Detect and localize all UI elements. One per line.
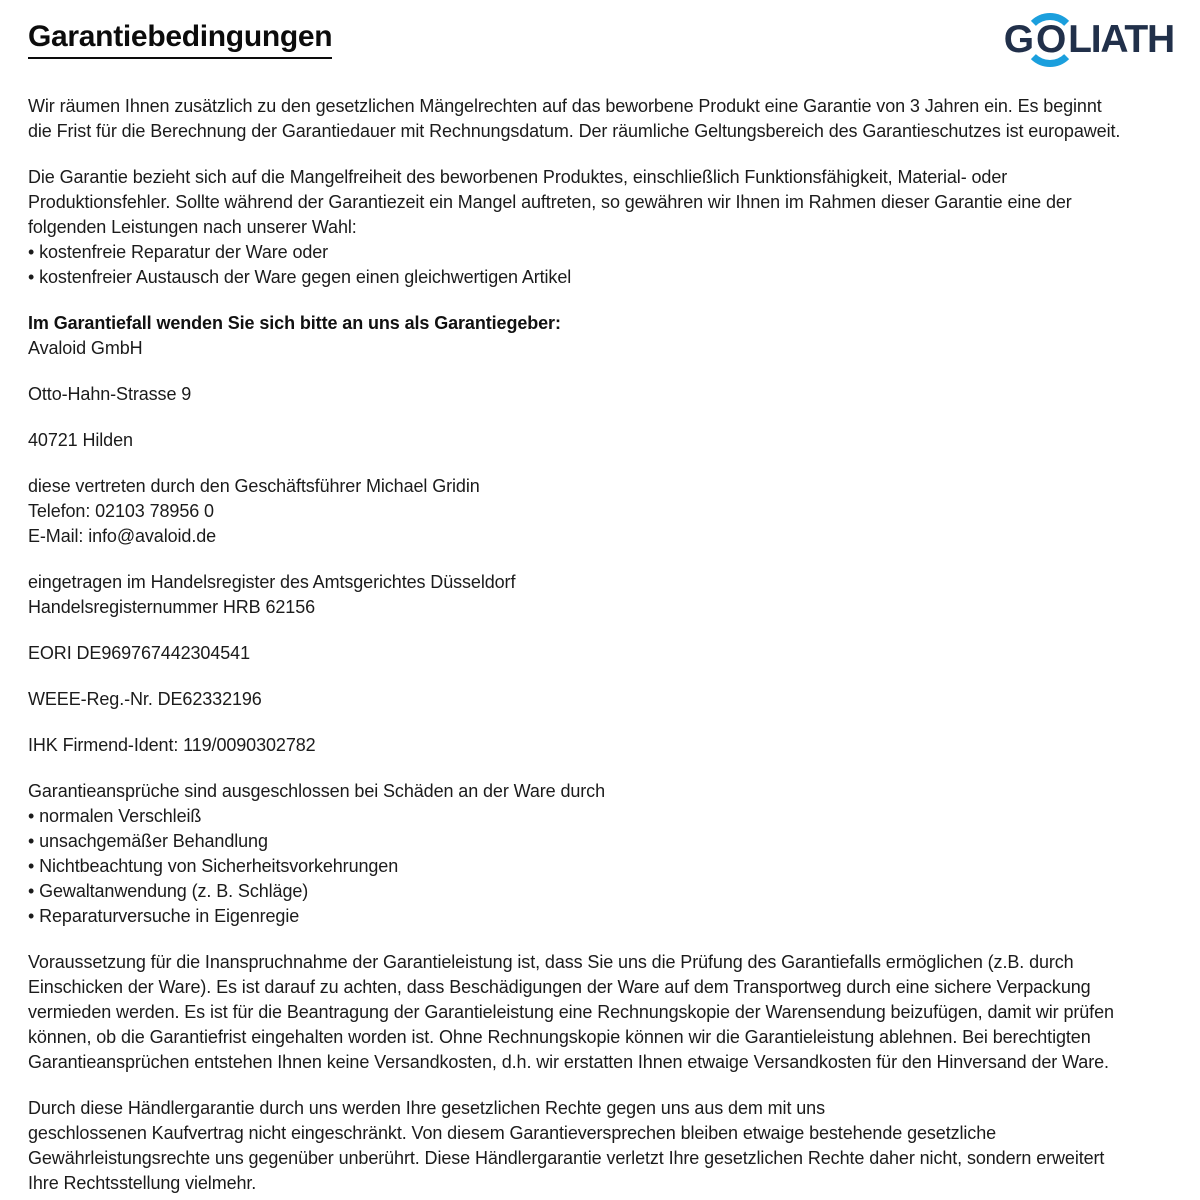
text-line: Otto-Hahn-Strasse 9 bbox=[28, 384, 192, 404]
text-line: geschlossenen Kaufvertrag nicht eingeschränkt. Von diesem Garantieversprechen bleiben etwaige bestehende gesetzliche bbox=[28, 1123, 997, 1143]
paragraph bbox=[28, 474, 1172, 549]
bullet-line: • Gewaltanwendung (z. B. Schläge) bbox=[28, 881, 309, 901]
paragraph bbox=[28, 165, 1172, 290]
paragraph bbox=[28, 950, 1172, 1075]
text-line: können, ob die Garantiefrist eingehalten worden ist. Ohne Rechnungskopie können wir die Garantieleistung ablehnen. Bei berechtigten bbox=[28, 1027, 1091, 1047]
text-line: Wir räumen Ihnen zusätzlich zu den gesetzlichen Mängelrechten auf das beworbene Produkt eine Garantie von 3 Jahren ein. Es beginnt bbox=[28, 96, 1102, 116]
text-line: Einschicken der Ware). Es ist darauf zu achten, dass Beschädigungen der Ware auf dem Transportweg durch eine sichere Verpackung bbox=[28, 977, 1091, 997]
bullet-line: • unsachgemäßer Behandlung bbox=[28, 831, 268, 851]
logo-text-prefix: G bbox=[1003, 18, 1033, 61]
paragraph bbox=[28, 382, 1172, 407]
logo-arc-icon bbox=[1023, 13, 1077, 67]
text-line: Handelsregisternummer HRB 62156 bbox=[28, 597, 316, 617]
bullet-line: • kostenfreier Austausch der Ware gegen einen gleichwertigen Artikel bbox=[28, 267, 572, 287]
paragraph bbox=[28, 336, 1172, 361]
text-line: Garantieansprüche sind ausgeschlossen bei Schäden an der Ware durch bbox=[28, 781, 605, 801]
text-line: 40721 Hilden bbox=[28, 430, 133, 450]
text-line: E-Mail: info@avaloid.de bbox=[28, 526, 217, 546]
text-line: Produktionsfehler. Sollte während der Garantiezeit ein Mangel auftreten, so gewähren wir Ihnen im Rahmen dieser Garantie eine der bbox=[28, 192, 1072, 212]
text-line: IHK Firmend-Ident: 119/0090302782 bbox=[28, 735, 316, 755]
text-line: WEEE-Reg.-Nr. DE62332196 bbox=[28, 689, 262, 709]
logo-ringed-o bbox=[1033, 10, 1068, 70]
bullet-line: • normalen Verschleiß bbox=[28, 806, 202, 826]
text-line: Garantieansprüchen entstehen Ihnen keine Versandkosten, d.h. wir erstatten Ihnen etwaige Versandkosten für den Hinversand der Ware. bbox=[28, 1052, 1109, 1072]
logo-text-suffix: LIATH bbox=[1068, 18, 1174, 61]
bullet-line: • Nichtbeachtung von Sicherheitsvorkehrungen bbox=[28, 856, 399, 876]
text-line: Durch diese Händlergarantie durch uns werden Ihre gesetzlichen Rechte gegen uns aus dem mit uns bbox=[28, 1098, 825, 1118]
paragraph bbox=[28, 94, 1172, 144]
text-line: Voraussetzung für die Inanspruchnahme der Garantieleistung ist, dass Sie uns die Prüfung des Garantiefalls ermöglichen (z.B. durch bbox=[28, 952, 1074, 972]
paragraph bbox=[28, 733, 1172, 758]
text-line: die Frist für die Berechnung der Garantiedauer mit Rechnungsdatum. Der räumliche Geltungsbereich des Garantieschutzes ist europaweit. bbox=[28, 121, 1121, 141]
text-line: Avaloid GmbH bbox=[28, 338, 143, 358]
text-line: diese vertreten durch den Geschäftsführer Michael Gridin bbox=[28, 476, 480, 496]
paragraph bbox=[28, 779, 1172, 929]
section-heading bbox=[28, 311, 1172, 336]
text-line: Telefon: 02103 78956 0 bbox=[28, 501, 214, 521]
text-line: Im Garantiefall wenden Sie sich bitte an uns als Garantiegeber: bbox=[28, 313, 561, 333]
text-line: Die Garantie bezieht sich auf die Mangelfreiheit des beworbenen Produktes, einschließlich Funktionsfähigkeit, Material- oder bbox=[28, 167, 1008, 187]
page-header bbox=[0, 0, 1200, 59]
paragraph bbox=[28, 570, 1172, 620]
document-body bbox=[0, 94, 1200, 1196]
goliath-logo bbox=[1004, 10, 1174, 70]
logo-text-o: O bbox=[1035, 18, 1066, 61]
text-line: vermieden werden. Es ist für die Beantragung der Garantieleistung eine Rechnungskopie der Warensendung beizufügen, damit wir prüfen bbox=[28, 1002, 1114, 1022]
text-line: folgenden Leistungen nach unserer Wahl: bbox=[28, 217, 357, 237]
text-line: Gewährleistungsrechte uns gegenüber unberührt. Diese Händlergarantie verletzt Ihre gesetzlichen Rechte daher nicht, sondern erweitert bbox=[28, 1148, 1105, 1168]
paragraph bbox=[28, 428, 1172, 453]
text-line: eingetragen im Handelsregister des Amtsgerichtes Düsseldorf bbox=[28, 572, 516, 592]
text-line: EORI DE969767442304541 bbox=[28, 643, 250, 663]
bullet-line: • Reparaturversuche in Eigenregie bbox=[28, 906, 300, 926]
text-line: Ihre Rechtsstellung vielmehr. bbox=[28, 1173, 257, 1193]
page-title: Garantiebedingungen bbox=[28, 20, 332, 59]
paragraph bbox=[28, 687, 1172, 712]
paragraph bbox=[28, 1096, 1172, 1196]
bullet-line: • kostenfreie Reparatur der Ware oder bbox=[28, 242, 329, 262]
paragraph bbox=[28, 641, 1172, 666]
